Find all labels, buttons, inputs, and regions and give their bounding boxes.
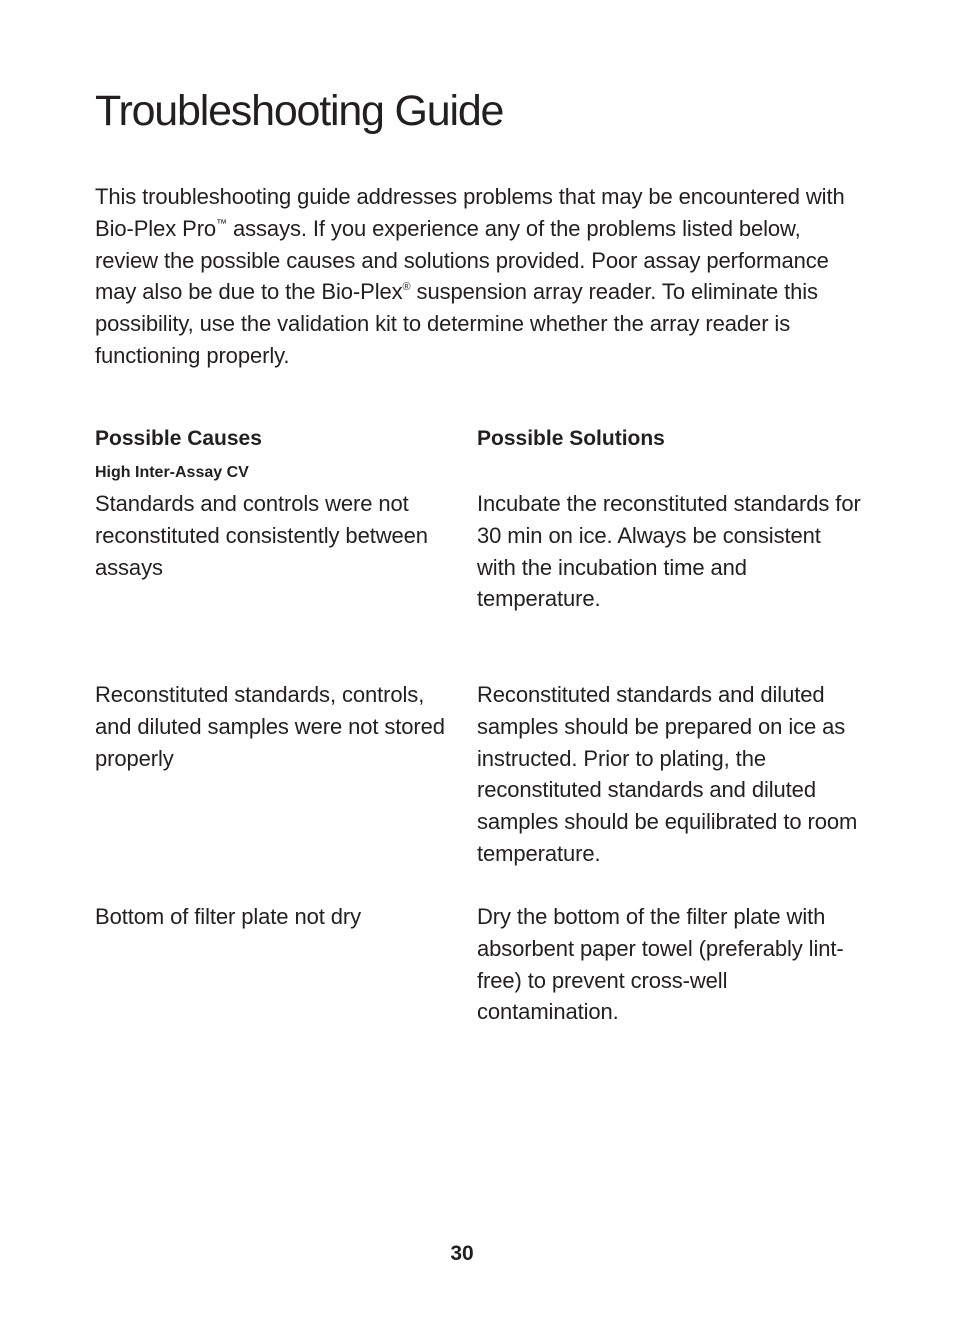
intro-text-part-1: This troubleshooting guide addresses problems that may be encountered with Bio-Plex Pro: [95, 184, 845, 241]
cause-cell: Standards and controls were not reconstituted consistently between assays: [95, 491, 428, 580]
cause-cell: Reconstituted standards, controls, and diluted samples were not stored properly: [95, 682, 445, 771]
intro-paragraph: [95, 181, 865, 372]
solution-cell: Dry the bottom of the filter plate with absorbent paper towel (preferably lint-free) to prevent cross-well contamination.: [477, 904, 844, 1025]
intro-text-part-2: assays. If you experience any of the problems listed below, review the possible causes and solutions provided. Poor assay performance may also be due to the Bio-Plex: [95, 215, 829, 305]
cause-cell: Bottom of filter plate not dry: [95, 904, 362, 929]
page-number: 30: [450, 1242, 474, 1265]
section-title: High Inter-Assay CV: [95, 464, 249, 481]
page-title: Troubleshooting Guide: [95, 87, 504, 135]
possible-causes-header: Possible Causes: [95, 427, 262, 450]
solution-cell: Reconstituted standards and diluted samples should be prepared on ice as instructed. Prior to plating, the reconstituted standards and diluted samples should be equilibrated to room temperature.: [477, 682, 858, 866]
solution-cell: Incubate the reconstituted standards for 30 min on ice. Always be consistent with the incubation time and temperature.: [477, 491, 861, 612]
registered-symbol: ®: [402, 281, 411, 294]
possible-solutions-header: Possible Solutions: [477, 427, 665, 450]
intro-text-part-3: suspension array reader. To eliminate this possibility, use the validation kit to determine whether the array reader is functioning properly.: [95, 279, 818, 368]
trademark-symbol: ™: [216, 217, 227, 230]
